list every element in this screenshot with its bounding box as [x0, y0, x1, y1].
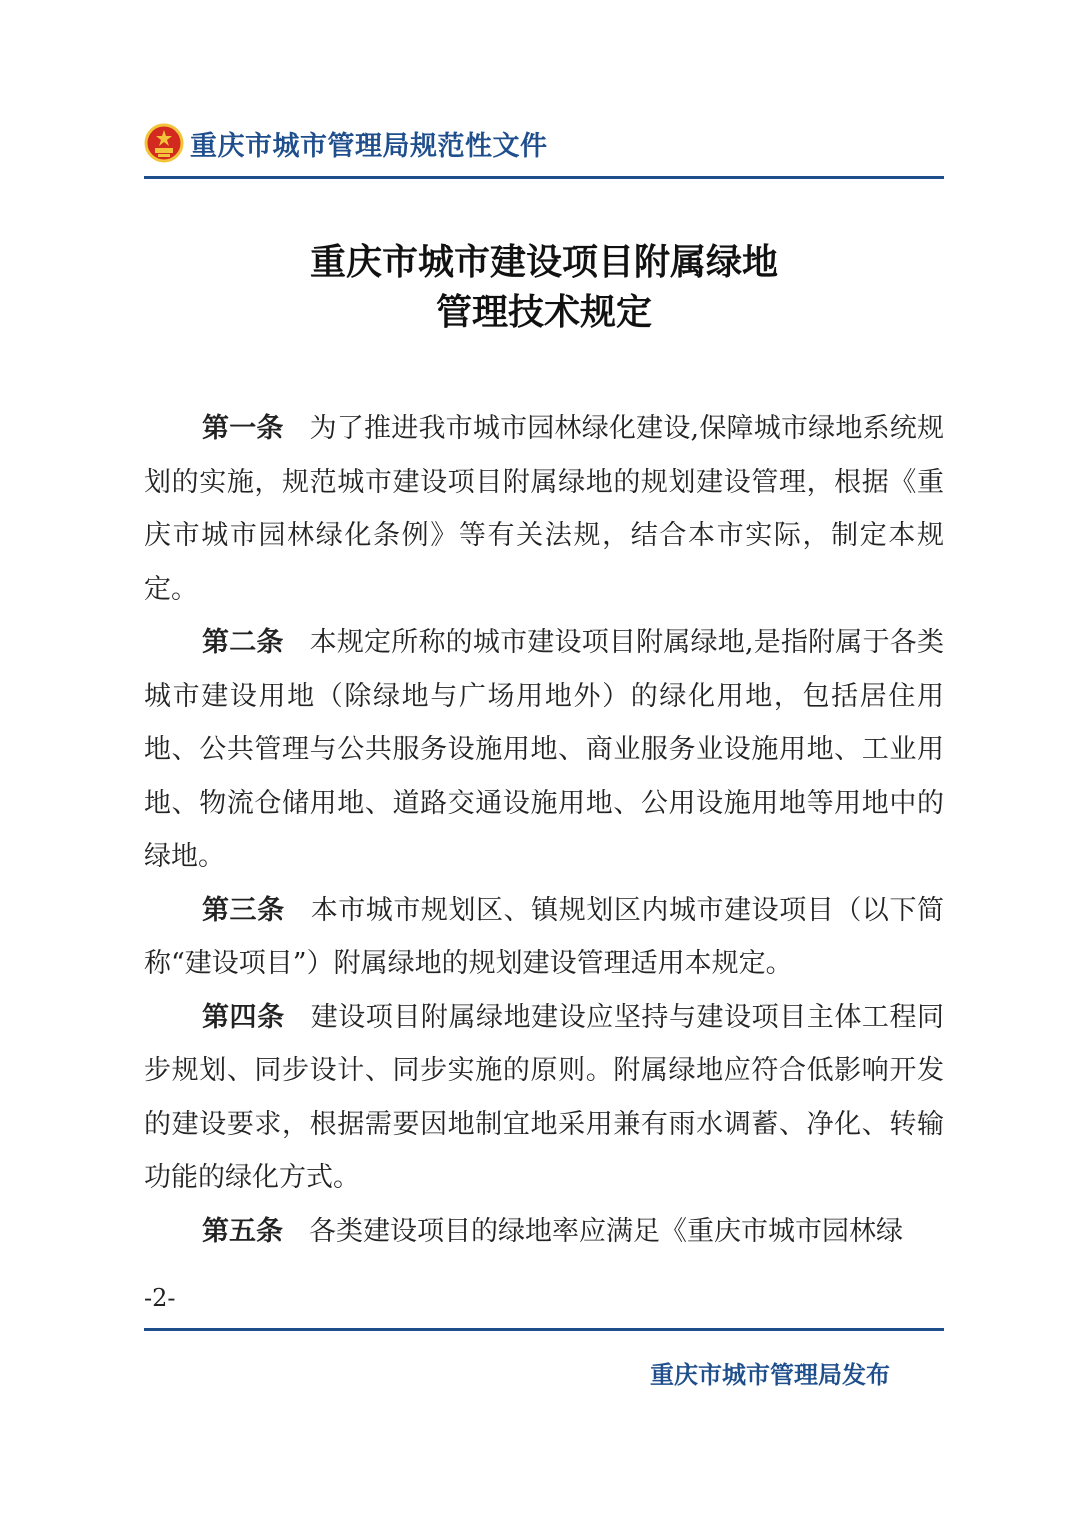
article-2 — [144, 616, 944, 884]
national-emblem-icon — [144, 123, 184, 163]
article-text: 建设项目附属绿地建设应坚持与建设项目主体工程同步规划、同步设计、同步实施的原则。附属绿地应符合低影响开发的建设要求，根据需要因地制宜地采用兼有雨水调蓄、净化、转输功能的绿化方式。 — [144, 1001, 945, 1193]
article-1 — [144, 402, 944, 616]
header-title: 重庆市城市管理局规范性文件 — [190, 130, 548, 162]
article-label: 第三条 — [202, 894, 285, 926]
article-4 — [144, 991, 944, 1205]
article-text: 为了推进我市城市园林绿化建设,保障城市绿地系统规划的实施，规范城市建设项目附属绿地的规划建设管理，根据《重庆市城市园林绿化条例》等有关法规，结合本市实际，制定本规定。 — [144, 413, 944, 605]
document-title-line-1: 重庆市城市建设项目附属绿地 — [309, 242, 778, 283]
publisher: 重庆市城市管理局发布 — [650, 1361, 890, 1389]
article-label: 第五条 — [202, 1215, 283, 1247]
page-number: -2- — [144, 1284, 176, 1312]
article-3 — [144, 884, 944, 991]
footer-rule — [144, 1328, 944, 1331]
article-label: 第一条 — [202, 413, 284, 444]
article-text: 本市城市规划区、镇规划区内城市建设项目（以下简称“建设项目”）附属绿地的规划建设管理适用本规定。 — [144, 894, 945, 979]
article-text: 各类建设项目的绿地率应满足《重庆市城市园林绿 — [309, 1215, 903, 1247]
article-text: 本规定所称的城市建设项目附属绿地,是指附属于各类城市建设用地（除绿地与广场用地外）的绿化用地，包括居住用地、公共管理与公共服务设施用地、商业服务业设施用地、工业用地、物流仓储用地、道路交通设施用地、公用设施用地等用地中的绿地。 — [144, 627, 944, 872]
document-title-line-2: 管理技术规定 — [435, 292, 652, 333]
document-body — [144, 402, 944, 1258]
document-header — [144, 118, 944, 168]
article-5 — [144, 1205, 944, 1259]
article-label: 第四条 — [202, 1001, 285, 1033]
article-label: 第二条 — [202, 627, 284, 658]
header-rule — [144, 176, 944, 179]
document-title — [144, 238, 944, 338]
